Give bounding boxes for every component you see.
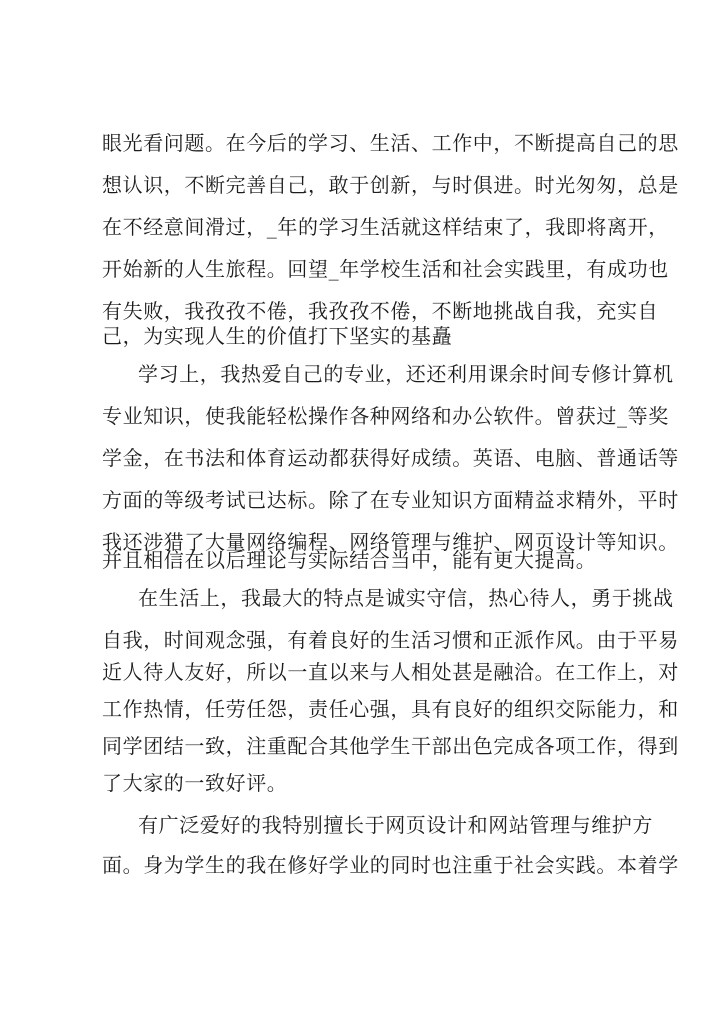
- text-line: 我还涉猎了大量网络编程、网络管理与维护、网页设计等知识。: [102, 530, 679, 554]
- text-line: 自我，时间观念强，有着良好的生活习惯和正派作风。由于平易: [102, 628, 679, 652]
- text-line: 了大家的一致好评。: [102, 771, 288, 795]
- paragraph-first-line: 学习上，我热爱自己的专业，还还利用课余时间专修计算机: [138, 362, 674, 386]
- text-line: 学金，在书法和体育运动都获得好成绩。英语、电脑、普通话等: [102, 446, 679, 470]
- text-line: 有失败，我孜孜不倦，我孜孜不倦，不断地挑战自我，充实自: [102, 299, 659, 323]
- paragraph-first-line: 在生活上，我最大的特点是诚实守信，热心待人，勇于挑战: [138, 586, 674, 610]
- text-line: 眼光看问题。在今后的学习、生活、工作中，不断提高自己的思: [102, 131, 679, 155]
- text-line: 工作热情，任劳任怨，责任心强，具有良好的组织交际能力，和: [102, 697, 679, 721]
- paragraph-first-line: 有广泛爱好的我特别擅长于网页设计和网站管理与维护方: [138, 813, 653, 837]
- text-line: 面。身为学生的我在修好学业的同时也注重于社会实践。本着学: [102, 853, 679, 877]
- text-line: 开始新的人生旅程。回望_年学校生活和社会实践里，有成功也: [102, 257, 669, 281]
- text-line: 并且相信在以后理论与实际结合当中，能有更大提高。: [102, 548, 597, 572]
- text-line: 专业知识，使我能轻松操作各种网络和办公软件。曾获过_等奖: [102, 404, 669, 428]
- text-line: 想认识，不断完善自己，敢于创新，与时俱进。时光匆匆，总是: [102, 173, 679, 197]
- text-line: 在不经意间滑过，_年的学习生活就这样结束了，我即将离开，: [102, 215, 669, 239]
- text-line: 方面的等级考试已达标。除了在专业知识方面精益求精外，平时: [102, 488, 679, 512]
- text-line: 己，为实现人生的价值打下坚实的基矗: [102, 324, 453, 348]
- text-line: 同学团结一致，注重配合其他学生干部出色完成各项工作，得到: [102, 734, 679, 758]
- text-line: 近人待人友好，所以一直以来与人相处甚是融洽。在工作上，对: [102, 660, 679, 684]
